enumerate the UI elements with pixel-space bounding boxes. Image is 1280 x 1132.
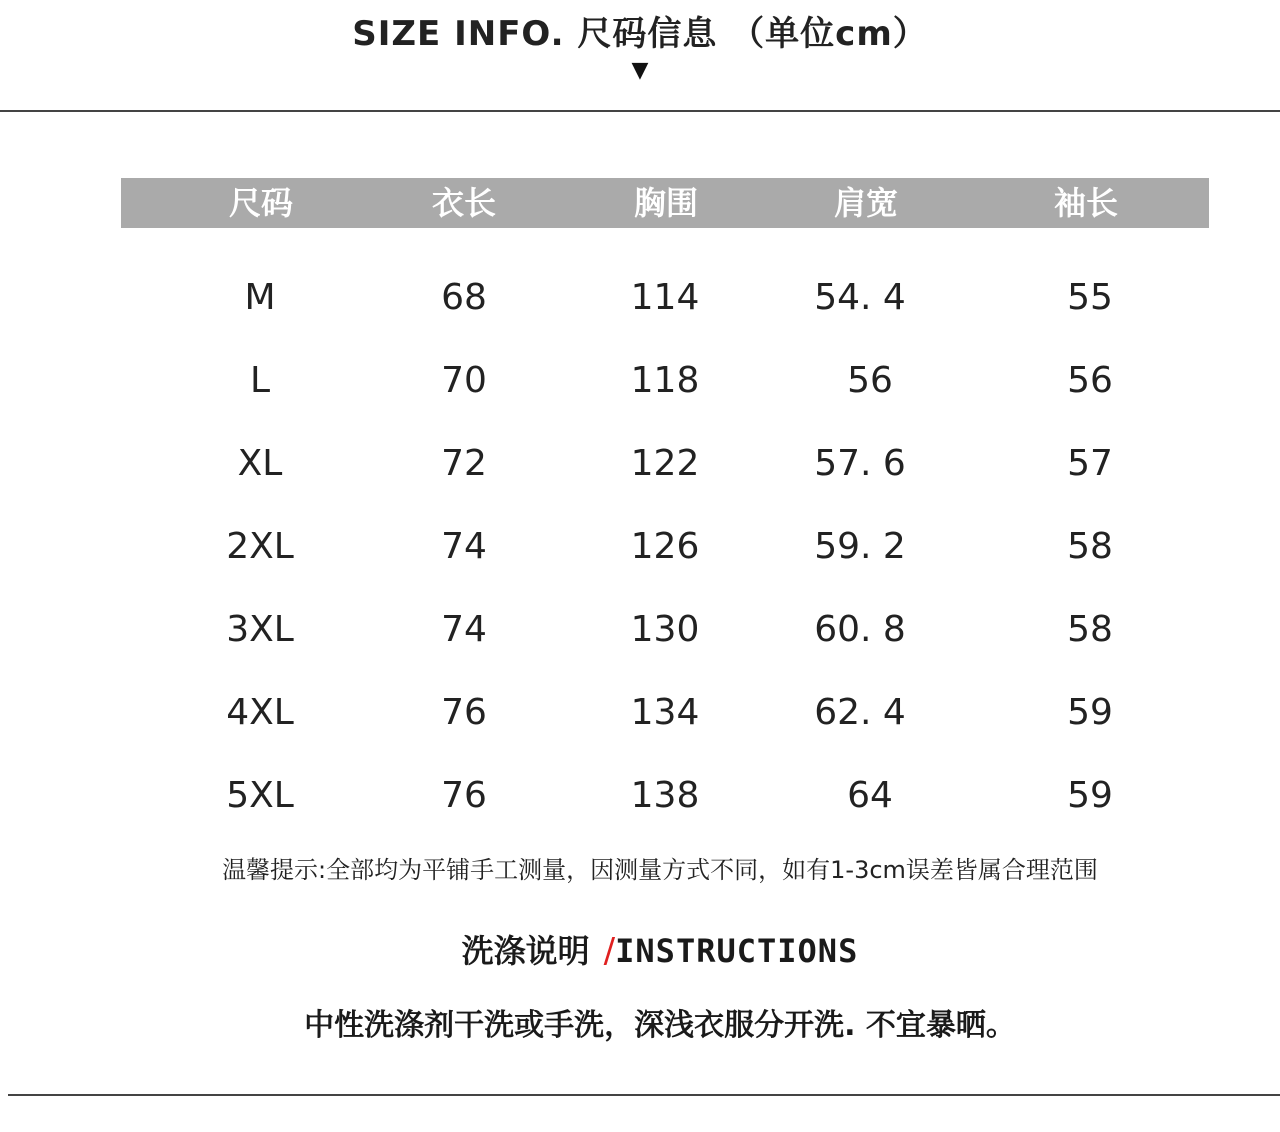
cell-size: 3XL (226, 609, 294, 650)
cell-size: 4XL (226, 692, 294, 733)
bottom-divider (8, 1094, 1280, 1096)
table-row (0, 600, 1280, 660)
cell-chest: 118 (630, 360, 700, 401)
cell-chest: 130 (630, 609, 700, 650)
cell-length: 76 (441, 692, 487, 733)
cell-length: 72 (441, 443, 487, 484)
cell-length: 70 (441, 360, 487, 401)
instructions-heading (0, 926, 1280, 972)
cell-sleeve: 58 (1067, 526, 1113, 567)
cell-chest: 114 (630, 277, 700, 318)
table-row (0, 683, 1280, 743)
cell-size: L (249, 360, 271, 401)
cell-chest: 122 (630, 443, 700, 484)
page-title: SIZE INFO. 尺码信息 （单位cm） (352, 14, 928, 54)
column-header-shoulder: 肩宽 (833, 184, 898, 222)
table-row (0, 517, 1280, 577)
column-header-chest: 胸围 (633, 184, 698, 222)
cell-shoulder: 57. 6 (814, 443, 906, 484)
cell-sleeve: 59 (1067, 692, 1113, 733)
cell-chest: 134 (630, 692, 700, 733)
cell-size: XL (237, 443, 283, 484)
cell-shoulder: 62. 4 (814, 692, 906, 733)
cell-length: 74 (441, 609, 487, 650)
cell-shoulder: 59. 2 (814, 526, 906, 567)
cell-chest: 138 (630, 775, 700, 816)
table-row (0, 766, 1280, 826)
table-row (0, 434, 1280, 494)
cell-length: 76 (441, 775, 487, 816)
wash-instructions-text: 中性洗涤剂干洗或手洗，深浅衣服分开洗. 不宜暴晒。 (304, 1008, 1016, 1043)
column-header-size: 尺码 (228, 184, 293, 222)
cell-size: M (244, 277, 276, 318)
cell-shoulder: 54. 4 (814, 277, 906, 318)
cell-chest: 126 (630, 526, 700, 567)
cell-sleeve: 55 (1067, 277, 1113, 318)
table-row (0, 268, 1280, 328)
slash-divider: / (603, 931, 616, 971)
instructions-heading-en: INSTRUCTIONS (615, 932, 859, 970)
column-header-sleeve: 袖长 (1053, 184, 1118, 222)
cell-sleeve: 56 (1067, 360, 1113, 401)
cell-sleeve: 57 (1067, 443, 1113, 484)
size-table-header (121, 178, 1209, 228)
cell-size: 5XL (226, 775, 294, 816)
cell-shoulder: 64 (847, 775, 893, 816)
cell-sleeve: 59 (1067, 775, 1113, 816)
table-row (0, 351, 1280, 411)
down-arrow-icon: ▼ (631, 58, 649, 83)
cell-size: 2XL (226, 526, 294, 567)
instructions-heading-cn: 洗涤说明 (461, 932, 590, 970)
cell-length: 74 (441, 526, 487, 567)
cell-shoulder: 56 (847, 360, 893, 401)
cell-shoulder: 60. 8 (814, 609, 906, 650)
top-divider (0, 110, 1280, 112)
column-header-length: 衣长 (431, 184, 496, 222)
cell-length: 68 (441, 277, 487, 318)
cell-sleeve: 58 (1067, 609, 1113, 650)
measurement-note: 温馨提示:全部均为平铺手工测量，因测量方式不同，如有1-3cm误差皆属合理范围 (222, 856, 1098, 884)
